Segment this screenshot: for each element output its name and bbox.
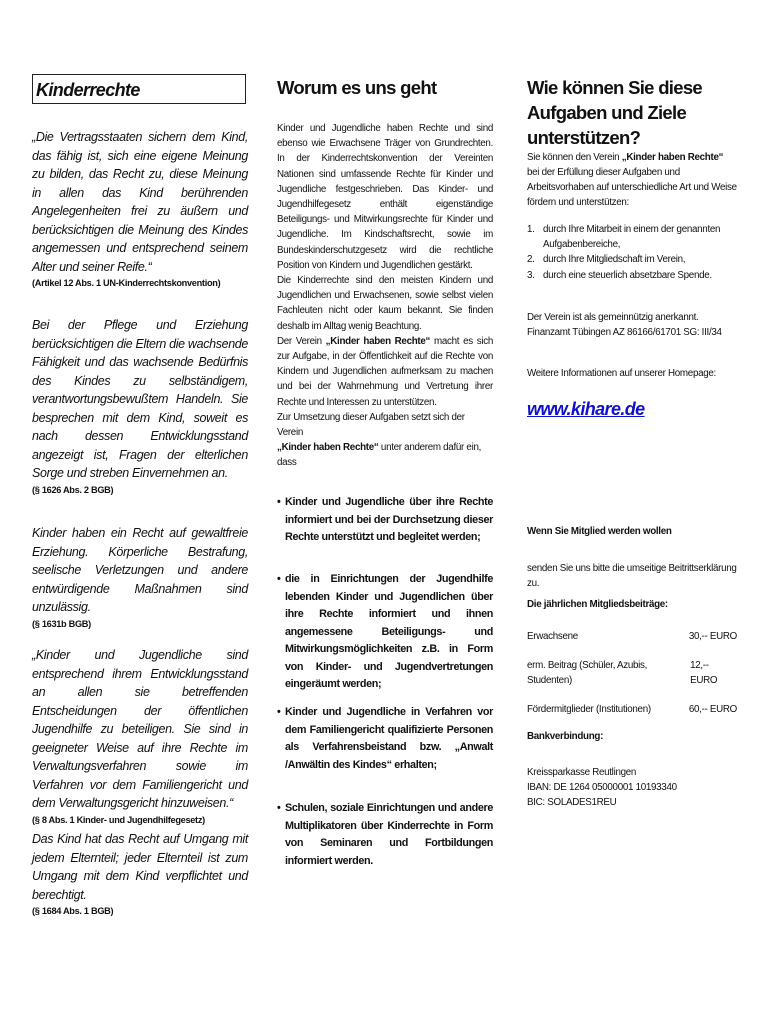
list-item: 3. durch eine steuerlich absetzbare Spende.: [527, 269, 712, 281]
bullet-icon: •: [277, 706, 281, 718]
intro-text: [277, 121, 493, 471]
bank-iban: IBAN: DE 1264 05000001 10193340: [527, 782, 677, 793]
section-title-worum: Worum es uns geht: [277, 77, 437, 98]
bullet-icon: •: [277, 573, 281, 585]
support-list: [527, 222, 737, 283]
fee-row: erm. Beitrag (Schüler, Azubis, Studenten) 12,-- EURO: [527, 660, 718, 686]
bank-details: [527, 765, 737, 810]
bank-bic: BIC: SOLADES1REU: [527, 797, 617, 808]
list-item: • Schulen, soziale Einrichtungen und andere Multiplikatoren über Kinderrechte in Form von Seminaren und Fortbildungen informiert werden.: [277, 800, 493, 870]
support-intro: Sie können den Verein „Kinder haben Rechte“ bei der Erfüllung dieser Aufgaben und Arbeitsvorhaben auf unterschiedliche Art und Weise fördern und unterstützen:: [527, 152, 737, 208]
fee-row: Fördermitglieder (Institutionen) 60,-- EURO: [527, 704, 737, 715]
quote-block-5: [32, 830, 248, 917]
list-item: • Kinder und Jugendliche in Verfahren vor dem Familiengericht qualifizierte Personen als Verfahrensbeistand bzw. „Anwalt /Anwältin des Kindes“ erhalten;: [277, 704, 493, 774]
quote-citation: (Artikel 12 Abs. 1 UN-Kinderrechtskonvention): [32, 278, 221, 288]
list-item: • die in Einrichtungen der Jugendhilfe lebenden Kinder und Jugendlichen über ihre Rechte informiert und ihnen angemessene Beteiligungs- und Mitwirkungsmöglichkeiten z.B. in Form von Kinder- und Jugendvertretungen eingeräumt werden;: [277, 571, 493, 694]
quote-text: „Die Vertragsstaaten sichern dem Kind, das fähig ist, sich eine eigene Meinung zu bilden, das Recht zu, diese Meinung in allen das Kind berührenden Angelegenheiten frei zu äußern und berücksichtigen die Meinung des Kindes angemessen und entsprechend seinem Alter und seiner Reife.“: [32, 130, 248, 274]
quote-text: „Kinder und Jugendliche sind entsprechend ihrem Entwicklungsstand an allen sie betreffenden Entscheidungen der öffentlichen Jugendhilfe zu beteiligen. Sie sind in geeigneter Weise auf ihre Rechte im Verwaltungsverfahren sowie im Verfahren vor dem Familiengericht und dem Verwaltungsgericht hinzuweisen.“: [32, 648, 248, 810]
homepage-link[interactable]: www.kihare.de: [527, 399, 645, 419]
list-item: 2. durch Ihre Mitgliedschaft im Verein,: [527, 254, 686, 266]
list-item: • Kinder und Jugendliche über ihre Rechte informiert und bei der Durchsetzung dieser Rechte unterstützt und begleitet werden;: [277, 494, 493, 547]
member-heading: Wenn Sie Mitglied werden wollen: [527, 526, 672, 537]
paragraph: Kinder und Jugendliche haben Rechte und sind ebenso wie Erwachsene Träger von Grundrechten. In der Kinderrechtskonvention der Vereinten Nationen sind umfassende Rechte für Kinder und Jugendliche festgeschrieben. Das Kinder- und Jugendhilfegesetz enthält eigenständige Beteiligungs- und Mitwirkungsrechte für Kinder und Jugendliche. Im Kindschaftsrecht, sowie im Bundeskinderschutzgesetz wird die rechtliche Position von Kindern und Jugendlichen gestärkt.: [277, 123, 493, 271]
quote-block-3: [32, 524, 248, 630]
member-text: senden Sie uns bitte die umseitige Beitrittserklärung zu.: [527, 563, 737, 589]
quote-block-4: [32, 646, 248, 826]
paragraph: „Kinder haben Rechte“ unter anderem dafür ein, dass: [277, 442, 482, 469]
fees-table: [527, 629, 737, 717]
quote-citation: (§ 1631b BGB): [32, 618, 91, 629]
bullet-icon: •: [277, 496, 281, 508]
bank-name: Kreissparkasse Reutlingen: [527, 767, 637, 778]
paragraph: Zur Umsetzung dieser Aufgaben setzt sich der Verein: [277, 411, 465, 439]
fees-heading: Die jährlichen Mitgliedsbeiträge:: [527, 599, 668, 610]
quote-citation: (§ 1684 Abs. 1 BGB): [32, 906, 114, 916]
quote-citation: (§ 1626 Abs. 2 BGB): [32, 484, 114, 495]
homepage-link-wrap: [527, 399, 737, 420]
quote-text: Bei der Pflege und Erziehung berücksichtigen die Eltern die wachsende Fähigkeit und das wachsende Bedürfnis des Kindes zu selbständigem, verantwortungsbewußtem Handeln. Sie besprechen mit dem Kind, soweit es nach dessen Entwicklungsstand angezeigt ist, Fragen der elterlichen Sorge und streben Einvernehmen an.: [32, 318, 248, 480]
section-title-kinderrechte: Kinderrechte: [32, 74, 246, 104]
quote-citation: (§ 8 Abs. 1 Kinder- und Jugendhilfegesetz): [32, 814, 205, 825]
list-item: 1. durch Ihre Mitarbeit in einem der genannten Aufgabenbereiche,: [527, 224, 721, 251]
bank-heading: Bankverbindung:: [527, 731, 604, 742]
quote-block-1: [32, 128, 248, 289]
nonprofit-note: Der Verein ist als gemeinnützig anerkannt. Finanzamt Tübingen AZ 86166/61701 SG: III/34: [527, 312, 722, 338]
quote-block-2: [32, 316, 248, 496]
quote-text: Das Kind hat das Recht auf Umgang mit jedem Elternteil; jeder Elternteil ist zum Umgang mit dem Kind verpflichtet und berechtigt.: [32, 832, 248, 902]
section-title-unterstuetzung: Wie können Sie diese Aufgaben und Ziele unterstützen?: [527, 77, 703, 148]
more-info-text: Weitere Informationen auf unserer Homepage:: [527, 368, 716, 379]
paragraph: Der Verein „Kinder haben Rechte“ macht es sich zur Aufgabe, in der Öffentlichkeit auf die Rechte von Kindern und Jugendlichen aufmerksam zu machen und bei der Wahrnehmung und Vertretung ihrer Rechte und Interessen zu unterstützen.: [277, 335, 493, 408]
fee-row: Erwachsene 30,-- EURO: [527, 631, 737, 642]
bullet-icon: •: [277, 802, 281, 814]
quote-text: Kinder haben ein Recht auf gewaltfreie Erziehung. Körperliche Bestrafung, seelische Verletzungen und andere entwürdigende Maßnahmen sind unzulässig.: [32, 526, 248, 614]
paragraph: Die Kinderrechte sind den meisten Kindern und Jugendlichen und Erwachsenen, sowie selbst vielen Fachleuten nicht oder kaum bekannt. Sie finden deshalb im Alltag wenig Beachtung.: [277, 275, 493, 332]
